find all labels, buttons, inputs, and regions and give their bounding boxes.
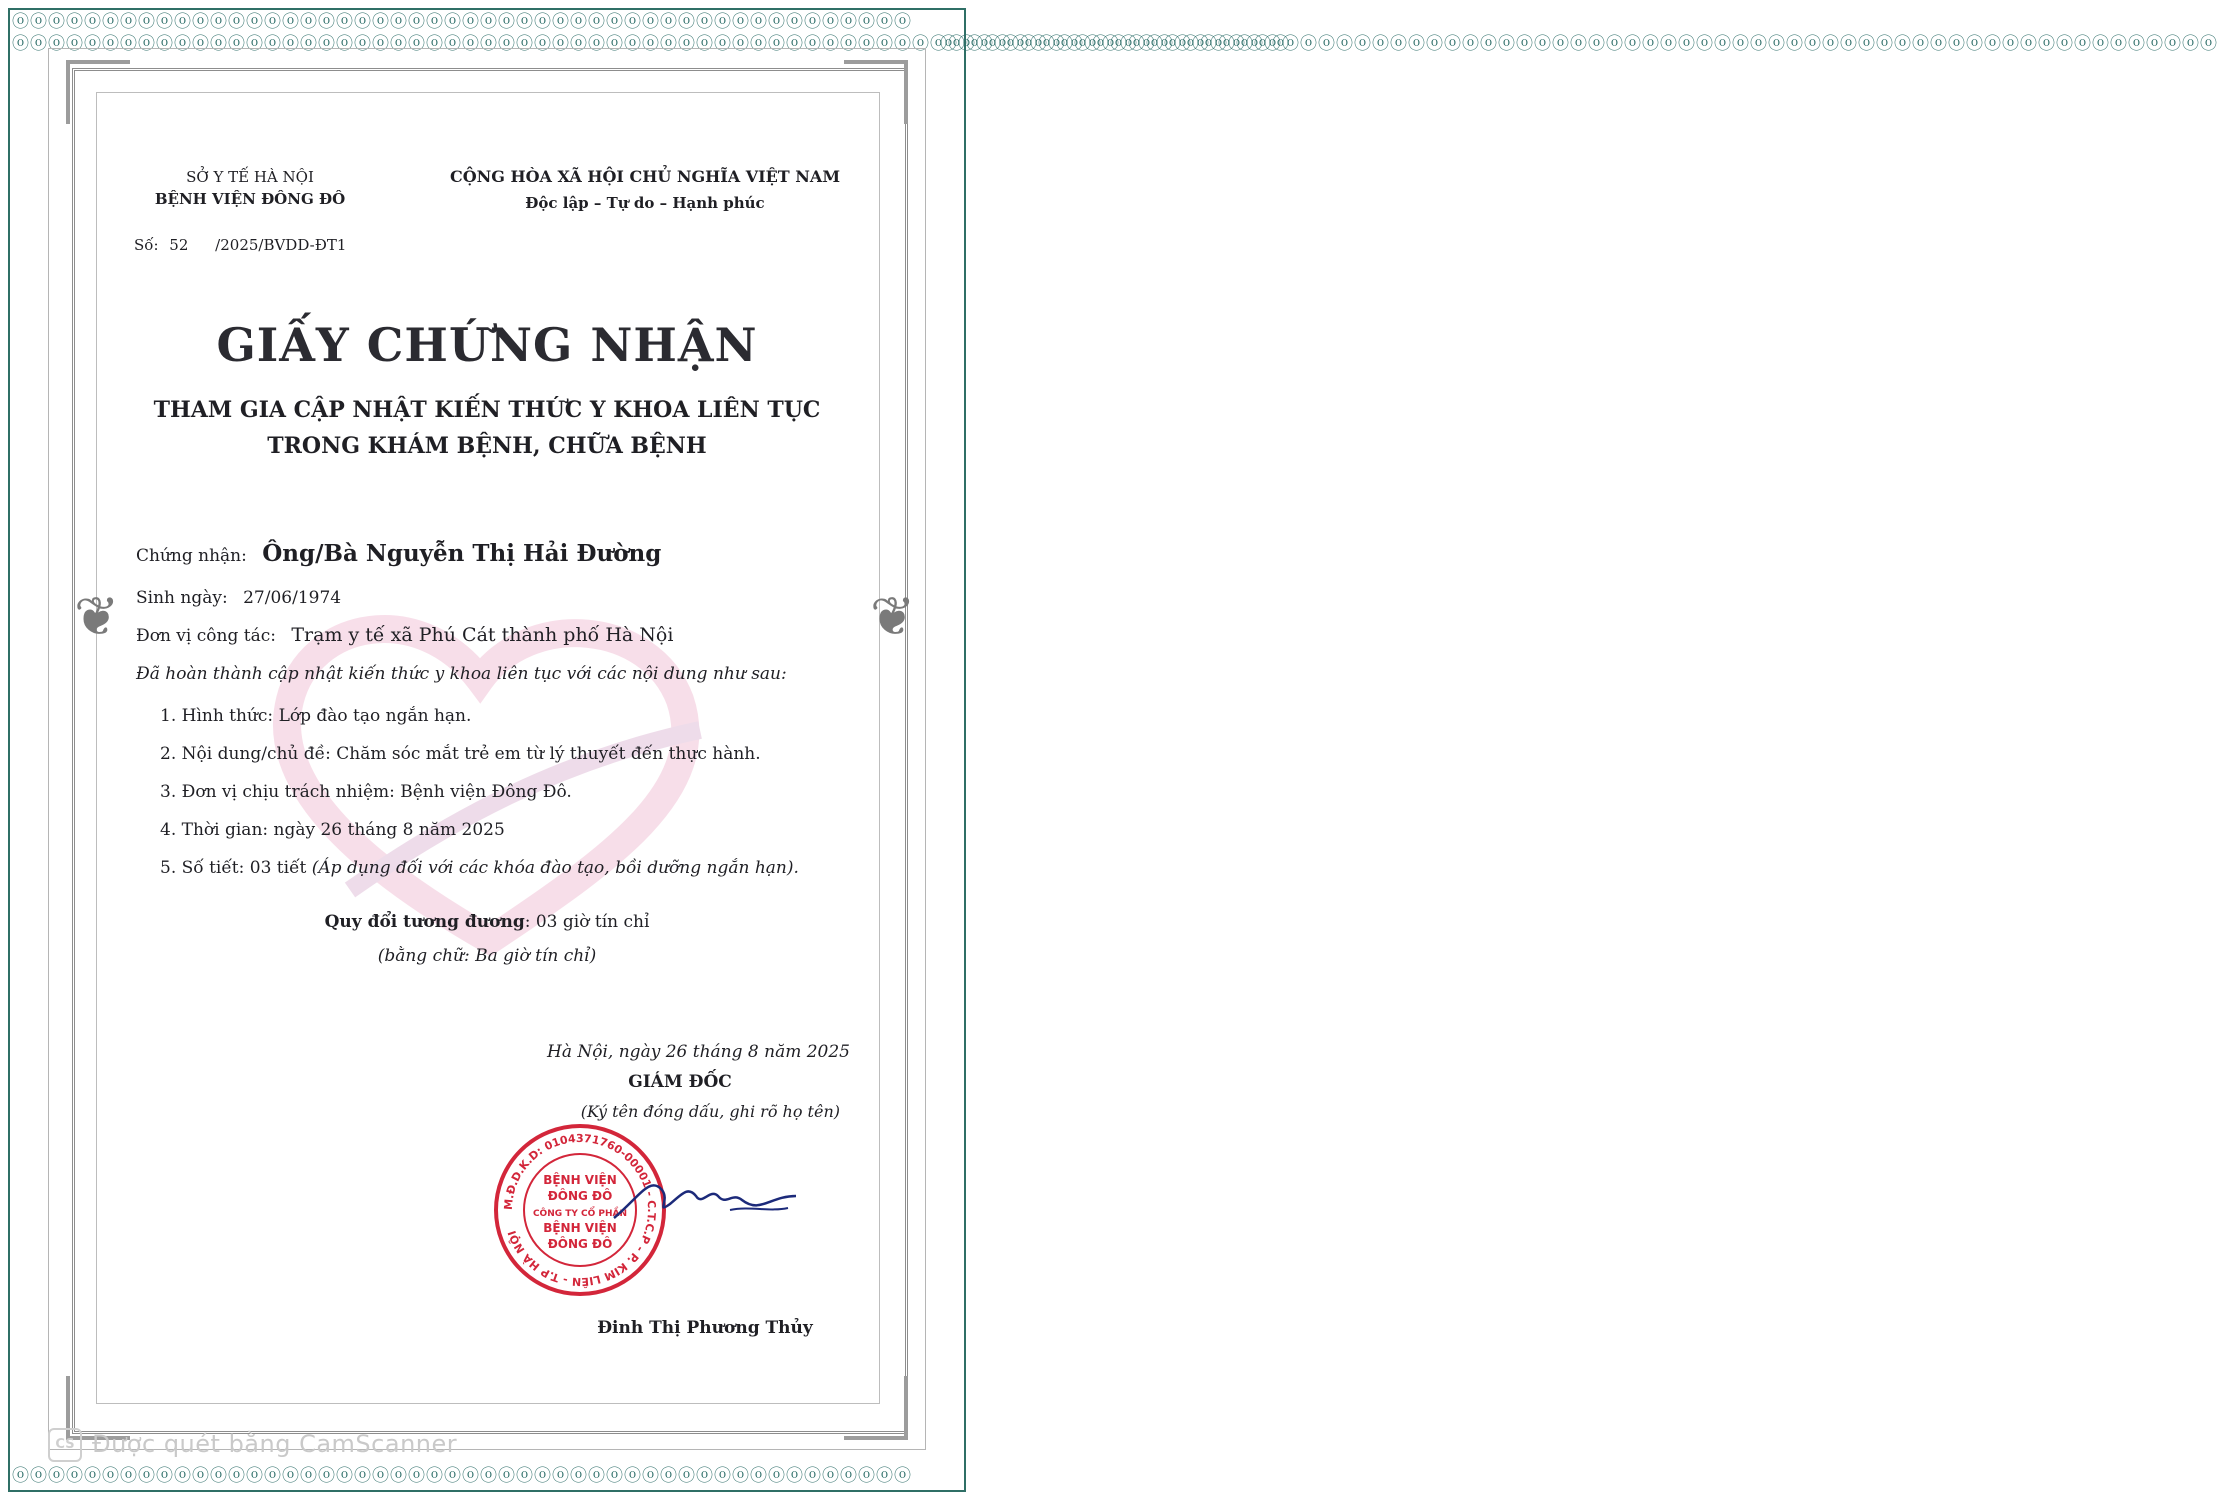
doc-no-suffix: /2025/BVDD-ĐT1	[215, 236, 347, 254]
doc-no-label: Số:	[134, 236, 159, 254]
stamp-center-line-5: ĐÔNG ĐÔ	[547, 1237, 613, 1251]
stamp-ring-text: M.Đ.D.K.D: 0104371760-00001 - C.T.C.P - P. KIM LIÊN - T.P HÀ NỘI	[501, 1131, 659, 1289]
right-scroll-ornament: ❦	[870, 585, 916, 648]
certified-person	[136, 540, 661, 567]
place-and-date: Hà Nội, ngày 26 tháng 8 năm 2025	[547, 1042, 850, 1062]
corner-ornament-top-left	[66, 60, 130, 124]
certificate-subtitle	[0, 392, 974, 464]
left-scroll-ornament: ❦	[74, 585, 120, 648]
certificate-title: GIẤY CHỨNG NHẬN	[216, 318, 758, 372]
left-ornament-border: ⓞⓞⓞⓞⓞⓞⓞⓞⓞⓞⓞⓞⓞⓞⓞⓞⓞⓞⓞⓞⓞⓞⓞⓞⓞⓞⓞⓞⓞⓞⓞⓞⓞⓞⓞⓞⓞⓞⓞⓞⓞⓞⓞⓞⓞⓞⓞⓞⓞⓞⓞⓞⓞⓞⓞⓞⓞⓞⓞⓞⓞⓞⓞⓞⓞⓞⓞⓞⓞⓞⓞ	[12, 34, 1290, 54]
certify-label: Chứng nhận:	[136, 546, 247, 566]
stamp-center-line-3: CÔNG TY CỔ PHẦN	[532, 1209, 628, 1219]
corner-ornament-bottom-right	[844, 1376, 908, 1440]
doc-no-value: 52	[169, 236, 189, 254]
lessons-text: 5. Số tiết: 03 tiết	[160, 858, 312, 878]
issuing-organization	[120, 166, 380, 210]
equiv-label: Quy đổi tương đương	[324, 912, 525, 932]
content-item-time: 4. Thời gian: ngày 26 tháng 8 năm 2025	[160, 820, 505, 840]
top-ornament-border: ⓞⓞⓞⓞⓞⓞⓞⓞⓞⓞⓞⓞⓞⓞⓞⓞⓞⓞⓞⓞⓞⓞⓞⓞⓞⓞⓞⓞⓞⓞⓞⓞⓞⓞⓞⓞⓞⓞⓞⓞⓞⓞⓞⓞⓞⓞⓞⓞⓞⓞ	[12, 12, 912, 32]
bottom-ornament-border: ⓞⓞⓞⓞⓞⓞⓞⓞⓞⓞⓞⓞⓞⓞⓞⓞⓞⓞⓞⓞⓞⓞⓞⓞⓞⓞⓞⓞⓞⓞⓞⓞⓞⓞⓞⓞⓞⓞⓞⓞⓞⓞⓞⓞⓞⓞⓞⓞⓞⓞ	[12, 1466, 912, 1486]
document-number	[134, 236, 346, 254]
stamp-center-line-2: ĐÔNG ĐÔ	[547, 1189, 613, 1203]
dob-label: Sinh ngày:	[136, 588, 228, 608]
nation-name: CỘNG HÒA XÃ HỘI CHỦ NGHĨA VIỆT NAM	[449, 167, 841, 186]
national-motto: Độc lập – Tự do – Hạnh phúc	[525, 194, 765, 212]
work-unit	[136, 624, 673, 646]
completion-statement: Đã hoàn thành cập nhật kiến thức y khoa liên tục với các nội dung như sau:	[136, 664, 787, 684]
subtitle-line-2: TRONG KHÁM BỆNH, CHỮA BỆNH	[267, 433, 707, 459]
stamp-center-line-4: BỆNH VIỆN	[543, 1221, 617, 1235]
equiv-value: : 03 giờ tín chỉ	[524, 912, 650, 932]
national-header	[430, 164, 860, 216]
unit-value: Trạm y tế xã Phú Cát thành phố Hà Nội	[291, 624, 674, 646]
credit-equivalent	[0, 912, 974, 932]
dob-value: 27/06/1974	[243, 588, 342, 608]
content-item-lessons	[160, 858, 799, 878]
stamp-center-line-1: BỆNH VIỆN	[543, 1173, 617, 1187]
subtitle-line-1: THAM GIA CẬP NHẬT KIẾN THỨC Y KHOA LIÊN TỤC	[153, 397, 821, 423]
handwritten-signature	[610, 1166, 800, 1236]
content-item-responsible-unit: 3. Đơn vị chịu trách nhiệm: Bệnh viện Đông Đô.	[160, 782, 572, 802]
org-parent: SỞ Y TẾ HÀ NỘI	[186, 168, 314, 186]
unit-label: Đơn vị công tác:	[136, 626, 276, 646]
corner-ornament-top-right	[844, 60, 908, 124]
right-ornament-border: ⓞⓞⓞⓞⓞⓞⓞⓞⓞⓞⓞⓞⓞⓞⓞⓞⓞⓞⓞⓞⓞⓞⓞⓞⓞⓞⓞⓞⓞⓞⓞⓞⓞⓞⓞⓞⓞⓞⓞⓞⓞⓞⓞⓞⓞⓞⓞⓞⓞⓞⓞⓞⓞⓞⓞⓞⓞⓞⓞⓞⓞⓞⓞⓞⓞⓞⓞⓞⓞⓞⓞ	[940, 34, 2218, 54]
date-of-birth	[136, 588, 341, 608]
signer-position: GIÁM ĐỐC	[628, 1072, 732, 1092]
signer-name: Đinh Thị Phương Thủy	[597, 1318, 813, 1338]
content-item-topic: 2. Nội dung/chủ đề: Chăm sóc mắt trẻ em từ lý thuyết đến thực hành.	[160, 744, 761, 764]
camscanner-logo-icon: CS	[48, 1428, 82, 1462]
camscanner-watermark-text: Được quét bằng CamScanner	[92, 1430, 458, 1458]
credit-in-words: (bằng chữ: Ba giờ tín chỉ)	[377, 946, 597, 966]
signature-instruction: (Ký tên đóng dấu, ghi rõ họ tên)	[580, 1102, 840, 1121]
org-name: BỆNH VIỆN ĐÔNG ĐÔ	[154, 190, 346, 208]
content-item-format: 1. Hình thức: Lớp đào tạo ngắn hạn.	[160, 706, 472, 726]
person-name: Ông/Bà Nguyễn Thị Hải Đường	[262, 540, 662, 567]
lessons-note: (Áp dụng đối với các khóa đào tạo, bồi dưỡng ngắn hạn).	[311, 858, 799, 878]
